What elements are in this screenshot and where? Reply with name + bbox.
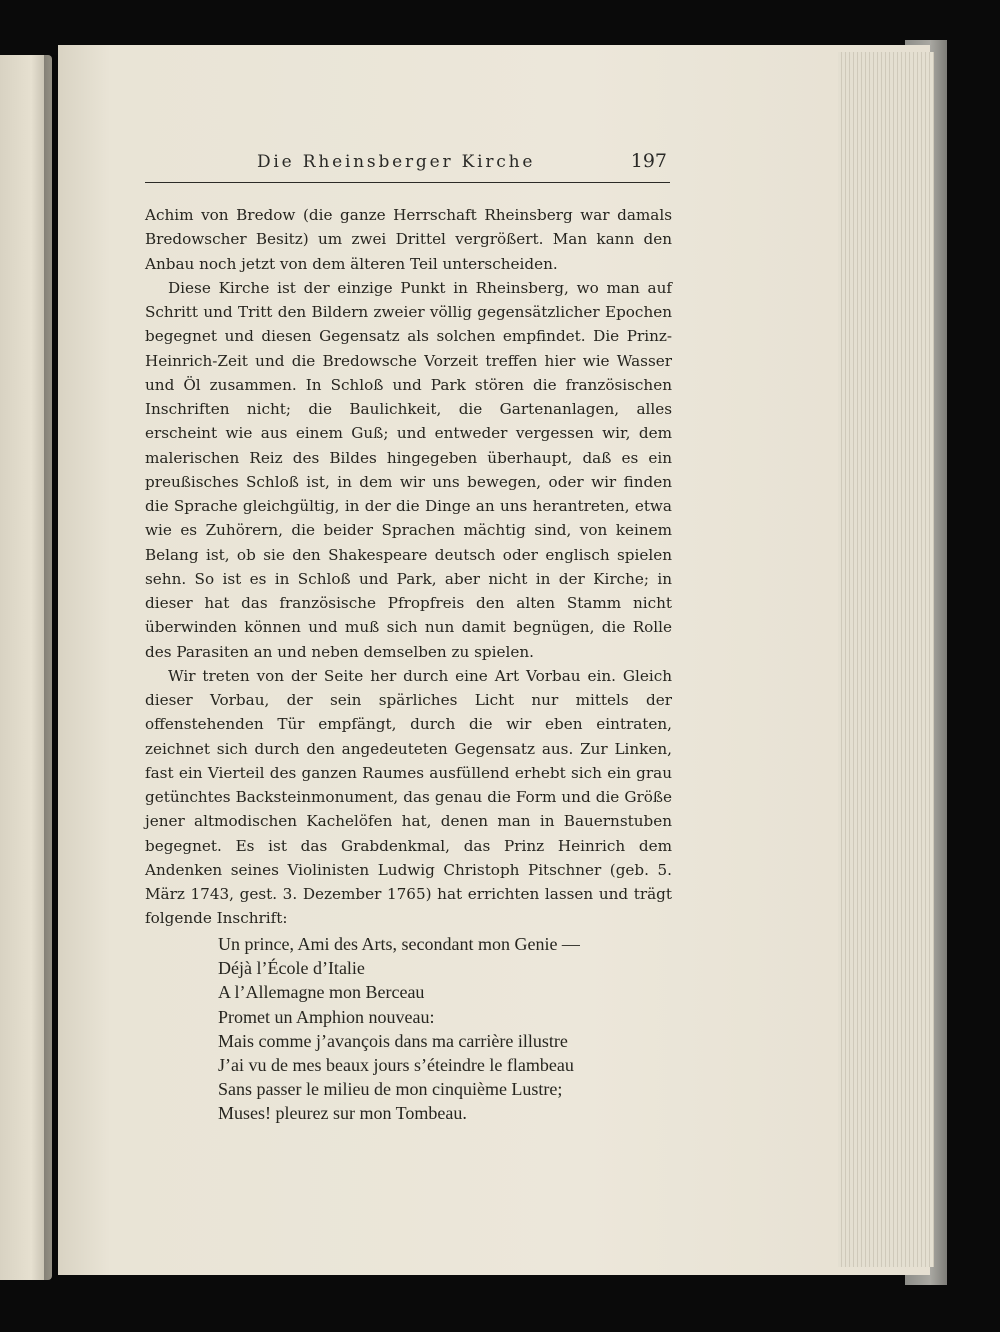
poem-line: Un prince, Ami des Arts, secondant mon Genie — <box>218 934 580 954</box>
body-text <box>145 203 672 931</box>
page-stack-edges <box>838 52 934 1267</box>
paragraph: Achim von Bredow (die ganze Herrschaft Rheinsberg war damals Bredowscher Besitz) um zwei Drittel vergrößert. Man kann den Anbau noch jetzt von dem älteren Teil unterscheiden. <box>145 206 672 273</box>
paragraph: Diese Kirche ist der einzige Punkt in Rheinsberg, wo man auf Schritt und Tritt den Bildern zweier völlig gegensätzlicher Epochen begegnet und diesen Gegensatz als solchen empfindet. Die Prinz-Heinrich-Zeit und die Bredowsche Vorzeit treffen hier wie Wasser und Öl zusammen. In Schloß und Park stören die französischen Inschriften nicht; die Baulichkeit, die Gartenanlagen, alles erscheint wie aus einem Guß; und entweder vergessen wir, dem malerischen Reiz des Bildes hingegeben überhaupt, daß es ein preußisches Schloß ist, in dem wir uns bewegen, oder wir finden die Sprache gleichgültig, in der die Dinge an uns herantreten, etwa wie es Zuhörern, die beider Sprachen mächtig sind, von keinem Belang ist, ob sie den Shakespeare deutsch oder englisch spielen sehn. So ist es in Schloß und Park, aber nicht in der Kirche; in dieser hat das französische Pfropfreis den alten Stamm nicht überwinden können und muß sich nun damit begnügen, die Rolle des Parasiten an und neben demselben zu spielen. <box>145 278 672 661</box>
running-head: Die Rheinsberger Kirche <box>257 152 536 172</box>
poem-line: Sans passer le milieu de mon cinquième Lustre; <box>218 1079 563 1100</box>
poem-line: Déjà l’École d’Italie <box>218 958 365 979</box>
page-header <box>145 148 670 183</box>
poem-line: Promet un Amphion nouveau: <box>218 1006 435 1027</box>
poem-line: Muses! pleurez sur mon Tombeau. <box>218 1103 467 1124</box>
inscription-poem <box>218 932 648 1126</box>
poem-line: A l’Allemagne mon Berceau <box>218 982 425 1003</box>
page-number: 197 <box>630 150 667 172</box>
poem-line: J’ai vu de mes beaux jours s’éteindre le flambeau <box>218 1055 574 1076</box>
poem-line: Mais comme j’avançois dans ma carrière illustre <box>218 1030 568 1051</box>
paragraph: Wir treten von der Seite her durch eine Art Vorbau ein. Gleich dieser Vorbau, der sein spärliches Licht nur mittels der offenstehenden Tür empfängt, durch die wir eben eintraten, zeichnet sich durch den angedeuteten Gegensatz aus. Zur Linken, fast ein Vierteil des ganzen Raumes ausfüllend erhebt sich ein grau getünchtes Backsteinmonument, das genau die Form und die Größe jener altmodischen Kachelöfen hat, denen man in Bauernstuben begegnet. Es ist das Grabdenkmal, das Prinz Heinrich dem Andenken seines Violinisten Ludwig Christoph Pitschner (geb. 5. März 1743, gest. 3. Dezember 1765) hat errichten lassen und trägt folgende Inschrift: <box>145 666 672 928</box>
